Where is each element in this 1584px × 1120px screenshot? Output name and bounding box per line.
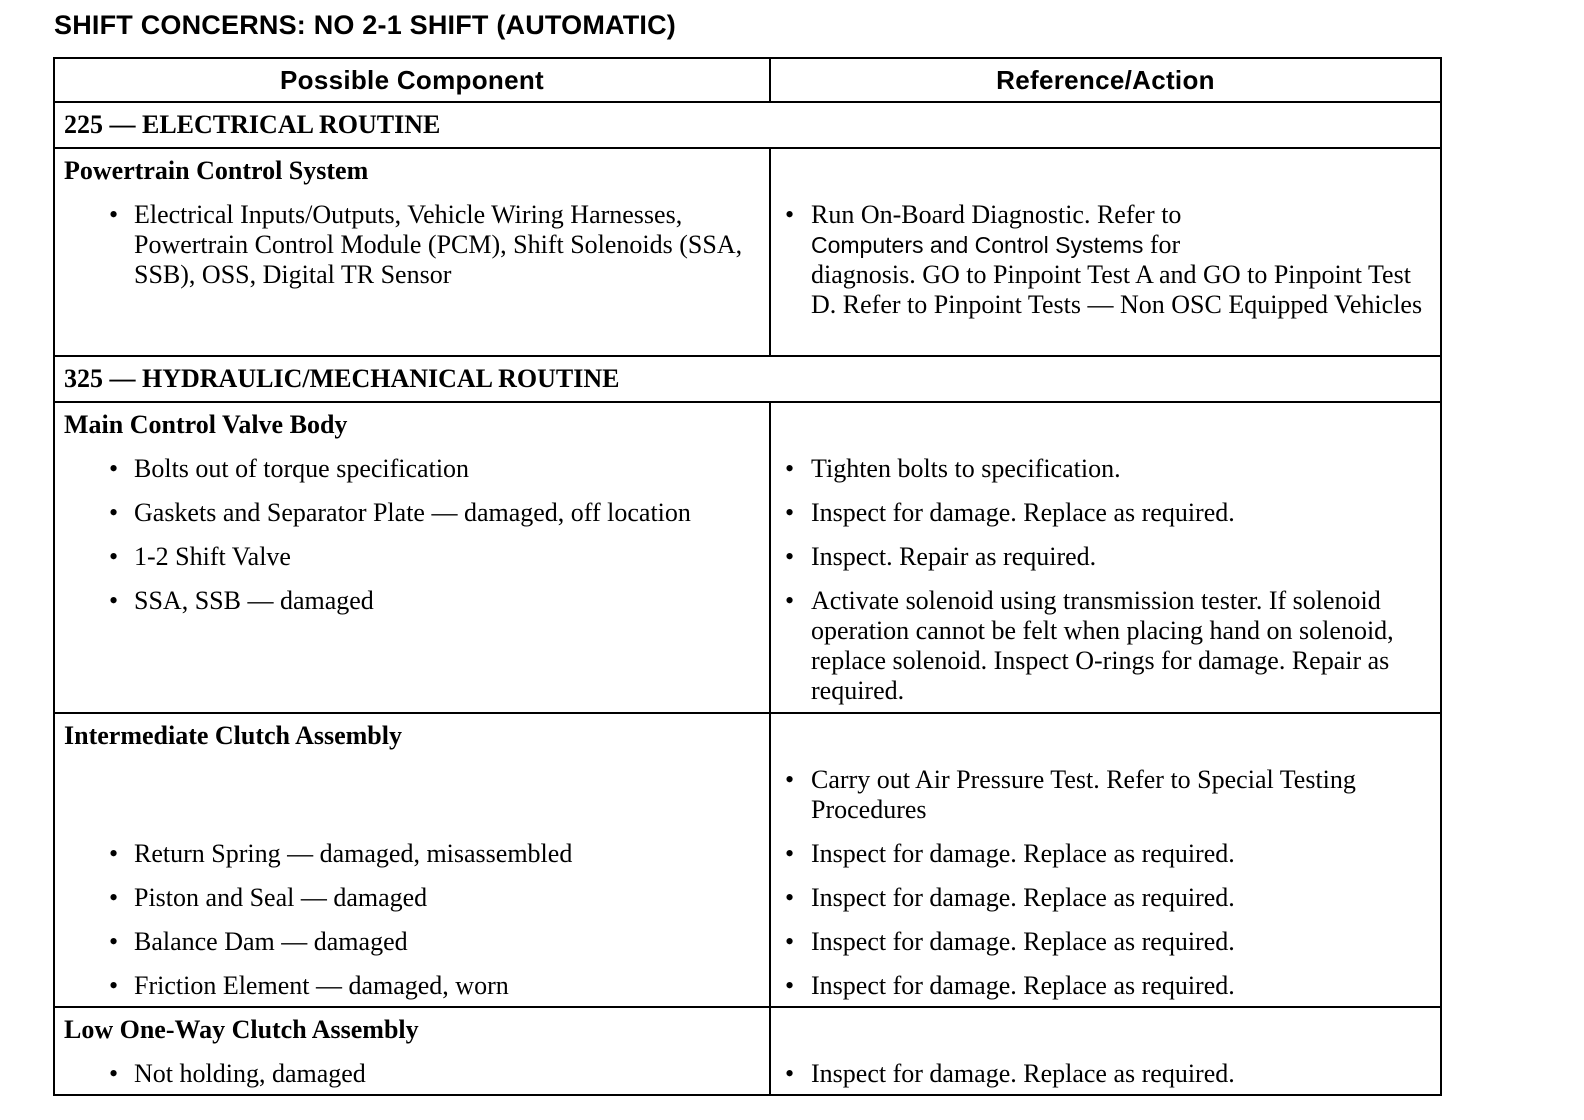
component-text: Balance Dam — damaged xyxy=(134,927,408,956)
bullet: • xyxy=(785,883,795,912)
section-row-hydraulic xyxy=(54,356,1441,402)
component-item xyxy=(55,883,769,913)
action-item xyxy=(771,454,1440,484)
page-title: SHIFT CONCERNS: NO 2-1 SHIFT (AUTOMATIC) xyxy=(54,10,676,40)
bullet: • xyxy=(109,586,119,615)
action-text: Inspect for damage. Replace as required. xyxy=(811,927,1235,956)
group-row-powertrain xyxy=(54,148,1441,356)
component-item xyxy=(55,200,769,290)
action-text-mid: for xyxy=(1149,230,1181,259)
action-item xyxy=(771,971,1440,1001)
bullet: • xyxy=(109,927,119,956)
bullet: • xyxy=(785,542,795,571)
bullet: • xyxy=(785,498,795,527)
component-cell xyxy=(54,148,770,356)
action-item xyxy=(771,839,1440,869)
bullet: • xyxy=(785,454,795,483)
component-text: Bolts out of torque specification xyxy=(134,454,470,483)
group-heading: Main Control Valve Body xyxy=(64,410,348,439)
bullet: • xyxy=(785,200,795,229)
action-item xyxy=(771,765,1440,825)
action-item xyxy=(771,200,1440,320)
component-text: Electrical Inputs/Outputs, Vehicle Wiring Harnesses, Powertrain Control Module (PCM), Shift Solenoids (SSA, SSB), OSS, Digital TR Sensor xyxy=(134,200,743,289)
bullet: • xyxy=(109,454,119,483)
component-text: SSA, SSB — damaged xyxy=(134,586,374,615)
component-item xyxy=(55,498,769,528)
component-text: Piston and Seal — damaged xyxy=(134,883,428,912)
group-row-main-control-valve xyxy=(54,402,1441,713)
column-header-action: Reference/Action xyxy=(770,58,1441,102)
group-heading: Intermediate Clutch Assembly xyxy=(64,721,402,750)
component-text: 1-2 Shift Valve xyxy=(134,542,291,571)
action-cell xyxy=(770,402,1441,713)
group-heading: Powertrain Control System xyxy=(64,156,369,185)
action-text: Tighten bolts to specification. xyxy=(811,454,1121,483)
action-item xyxy=(771,927,1440,957)
section-row-electrical xyxy=(54,102,1441,148)
component-item xyxy=(55,1059,769,1089)
bullet: • xyxy=(109,883,119,912)
section-heading: 225 — ELECTRICAL ROUTINE xyxy=(54,102,1441,148)
component-text: Return Spring — damaged, misassembled xyxy=(134,839,573,868)
action-item xyxy=(771,498,1440,528)
component-item xyxy=(55,586,769,616)
action-item xyxy=(771,1059,1440,1089)
bullet: • xyxy=(109,200,119,229)
group-heading: Low One-Way Clutch Assembly xyxy=(64,1015,419,1044)
action-text-post: diagnosis. GO to Pinpoint Test A and GO to Pinpoint Test D. Refer to Pinpoint Tests — Non OSC Equipped Vehicles xyxy=(811,260,1423,319)
bullet: • xyxy=(785,971,795,1000)
column-header-component: Possible Component xyxy=(54,58,770,102)
component-item xyxy=(55,927,769,957)
action-text: Carry out Air Pressure Test. Refer to Special Testing Procedures xyxy=(811,765,1356,824)
bullet: • xyxy=(109,542,119,571)
bullet: • xyxy=(109,839,119,868)
bullet: • xyxy=(109,498,119,527)
action-text: Activate solenoid using transmission tester. If solenoid operation cannot be felt when placing hand on solenoid, replace solenoid. Inspect O-rings for damage. Repair as required. xyxy=(811,586,1394,705)
action-text: Inspect. Repair as required. xyxy=(811,542,1097,571)
section-heading: 325 — HYDRAULIC/MECHANICAL ROUTINE xyxy=(54,356,1441,402)
bullet: • xyxy=(785,1059,795,1088)
bullet: • xyxy=(109,971,119,1000)
table-header-row xyxy=(54,58,1441,102)
action-cell xyxy=(770,713,1441,1007)
action-item xyxy=(771,542,1440,572)
component-item xyxy=(55,542,769,572)
action-text: Inspect for damage. Replace as required. xyxy=(811,971,1235,1000)
bullet: • xyxy=(785,927,795,956)
bullet: • xyxy=(785,839,795,868)
component-text: Not holding, damaged xyxy=(134,1059,366,1088)
group-row-low-one-way-clutch xyxy=(54,1007,1441,1095)
action-text: Inspect for damage. Replace as required. xyxy=(811,498,1235,527)
component-text: Gaskets and Separator Plate — damaged, off location xyxy=(134,498,691,527)
action-item xyxy=(771,883,1440,913)
bullet: • xyxy=(109,1059,119,1088)
component-item xyxy=(55,454,769,484)
component-text: Friction Element — damaged, worn xyxy=(134,971,509,1000)
component-item xyxy=(55,971,769,1001)
bullet: • xyxy=(785,765,795,794)
reference-link[interactable]: Computers and Control Systems xyxy=(811,232,1144,258)
diagnostic-table xyxy=(53,57,1442,1096)
action-cell xyxy=(770,148,1441,356)
action-cell xyxy=(770,1007,1441,1095)
component-cell xyxy=(54,1007,770,1095)
component-item xyxy=(55,839,769,869)
component-cell xyxy=(54,402,770,713)
action-text: Inspect for damage. Replace as required. xyxy=(811,1059,1235,1088)
action-text: Inspect for damage. Replace as required. xyxy=(811,839,1235,868)
component-cell xyxy=(54,713,770,1007)
action-text-pre: Run On-Board Diagnostic. Refer to xyxy=(811,200,1182,229)
action-item xyxy=(771,586,1440,706)
action-text: Inspect for damage. Replace as required. xyxy=(811,883,1235,912)
bullet: • xyxy=(785,586,795,615)
group-row-intermediate-clutch xyxy=(54,713,1441,1007)
